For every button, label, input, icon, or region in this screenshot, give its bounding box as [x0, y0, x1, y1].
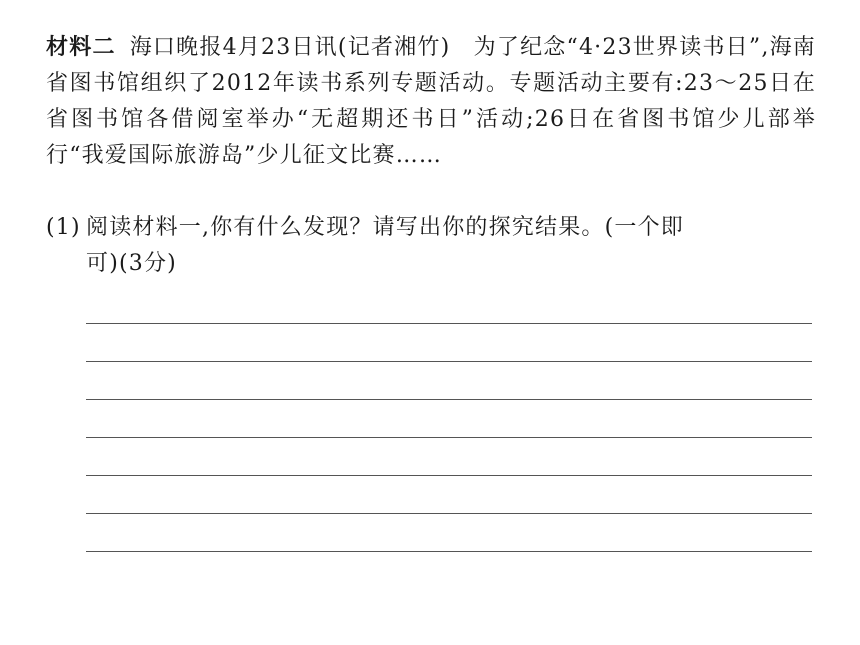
material-two-paragraph: [46, 30, 816, 174]
answer-area[interactable]: [86, 323, 812, 589]
question-text-line-2: 可)(3分): [86, 251, 177, 276]
question-text-line-1: 阅读材料一,你有什么发现？请写出你的探究结果。(一个即: [86, 215, 684, 240]
answer-line[interactable]: [86, 437, 812, 438]
answer-line[interactable]: [86, 399, 812, 400]
question-1: [46, 210, 816, 282]
answer-line[interactable]: [86, 361, 812, 362]
answer-line[interactable]: [86, 323, 812, 324]
answer-line[interactable]: [86, 513, 812, 514]
answer-line[interactable]: [86, 551, 812, 552]
answer-line[interactable]: [86, 475, 812, 476]
material-text: 海口晚报4月23日讯(记者湘竹) 为了纪念“4·23世界读书日”,海南省图书馆组织了2012年读书系列专题活动。专题活动主要有:23～25日在省图书馆各借阅室举办“无超期还书日”活动;26日在省图书馆少儿部举行“我爱国际旅游岛”少儿征文比赛……: [46, 35, 816, 168]
question-number: (1): [46, 215, 81, 240]
material-label: 材料二: [46, 35, 116, 60]
